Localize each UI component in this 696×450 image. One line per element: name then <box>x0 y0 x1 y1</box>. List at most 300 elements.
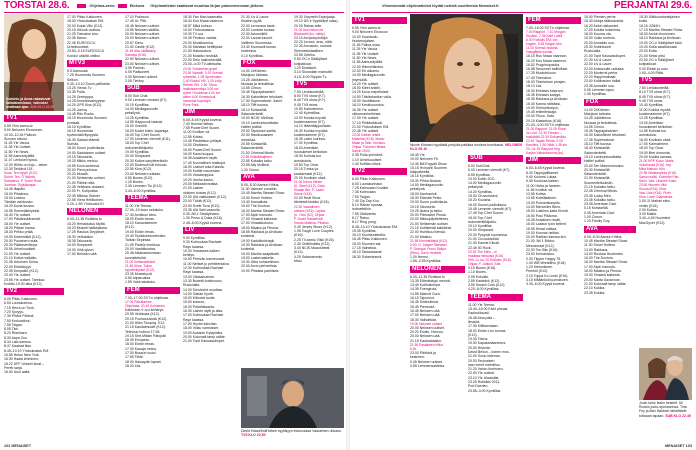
program-listing: 18.00 Top Gear. <box>639 146 664 151</box>
program-listing: 15.45 Tappajabashert. <box>584 129 619 134</box>
program-listing: 20.00 Muotikaunna. <box>183 40 214 45</box>
program-listing: laan iverid mbimilluu. <box>468 362 501 367</box>
program-listing: 23.45 Lucky Men. <box>584 193 612 198</box>
program-listing: 19.00 OC:n Sääkjöiset talot. <box>639 40 683 45</box>
program-listing: 20.00 Nelosen uutiset. <box>125 36 160 41</box>
program-listing: 18.10 Tiftt tuussa. <box>241 103 269 108</box>
program-listing: 17.25 Muotoinkuun. <box>526 71 557 76</box>
program-listing: 11.55 Aamuväylällä. <box>4 154 36 159</box>
program-listing: 17.00 Pikku Kakkonen. <box>67 15 103 19</box>
program-listing: 16.30 Katuntiinen tehukset. <box>241 94 284 99</box>
program-listing: 7.25 Kaimoaan Kuutkie. <box>352 185 390 190</box>
program-listing: 20.00 Vaahtikuntaa. <box>125 246 156 251</box>
program-listing: 17.00 Lemmen vierndit (K11). <box>125 137 171 142</box>
man-portrait-icon <box>241 368 344 428</box>
channel-header: AVA <box>584 226 636 233</box>
program-listing: 16.20 Muksiti hatikkaksiia. <box>67 226 108 231</box>
program-listing: David Bellun – toinen mos. <box>468 349 510 354</box>
program-listing: 1.30 Perso & Duka (K16). <box>183 216 223 221</box>
program-listing: 23.40 Kuomanit kunan <box>241 45 277 50</box>
program-listing: Seikon. <box>67 77 79 82</box>
program-highlight: Pone Park. <box>183 102 200 107</box>
program-listing: 22.00 Yle uutinal. <box>468 371 495 376</box>
program-listing: 17.40 Kunnallisen matkojot. <box>183 160 226 165</box>
program-listing: 0.15 Kivistarillä. <box>584 206 609 211</box>
program-listing: 11.00 Yle Teema. <box>468 302 495 307</box>
program-listing: 2.00 Kotisa. <box>639 207 658 212</box>
program-listing: 20.00 Pieni prinssa. <box>67 167 98 172</box>
program-listing: 22.35 Mikkau Stainer. <box>67 193 101 198</box>
program-listing: 8.47 Kaatoat lilan. <box>4 344 33 349</box>
program-listing: 7.40 Zip Zap Kou. <box>352 198 380 203</box>
program-listing: kaukareaiat (K12). <box>294 171 323 176</box>
program-listing: 16.00 Kuvikain väsä. <box>639 137 672 142</box>
program-highlight: P. Grangur. Puuni Sidijot. <box>410 246 447 251</box>
program-listing: 18.00 Lasiset tuka Kaissia. <box>183 164 225 169</box>
program-listing: 7.50 Tsigan. <box>352 194 371 199</box>
program-listing: 18.00 Eiviön tenas. <box>125 216 155 221</box>
program-listing: 18.00 Eiviön tenas. <box>125 342 155 347</box>
program-listing: 14.25 Kymilllas. <box>125 115 150 120</box>
header-rule <box>4 12 344 13</box>
program-listing: 16.30 Salatut elämät. <box>67 137 101 142</box>
program-listing: 11.00 Neitset jo pehiteeniaiva. <box>183 261 230 266</box>
program-listing: 14.25 Kuva mepellaiset. <box>352 90 390 95</box>
program-highlight: 7.00 Rapport. 7.10 Morgon <box>526 30 566 35</box>
program-listing: 12.25 Kymilllas. <box>639 116 664 121</box>
program-listing: 19.30 TV-uut. <box>183 32 204 37</box>
program-listing: 18.00 Tiberkekan prosjen. <box>526 80 567 85</box>
program-listing: 14.20 Yle uutiset. <box>352 81 379 86</box>
program-listing: 11.00 Koditon vä. <box>183 130 210 135</box>
program-listing: 15.00 Vauhtilanse. <box>352 99 381 104</box>
program-listing: 21.00 Lainen <box>183 186 204 191</box>
program-listing: 20.00 Teuinaisen <box>468 358 495 363</box>
program-highlight: 11.00 Svensk historia. <box>526 46 559 51</box>
program-listing: 6.00–11.35 Rohkkia tv. <box>67 217 103 222</box>
program-listing: 19.55 Kova sedensä. <box>67 163 100 168</box>
program-listing: 21.15 Kotitsiestä kalkikirsti. <box>410 226 453 231</box>
program-listing: 0.45 American Dad. <box>584 210 615 215</box>
program-listing: 20.00 Historia: <box>468 345 491 350</box>
program-listing: 16.15 Kymilllas. <box>67 124 92 129</box>
channel-header: TV2 <box>352 168 407 175</box>
program-listing: 9.30–10.10 Suom pallhahia. <box>67 81 111 86</box>
right-date: PERJANTAI 29.6. <box>614 0 692 11</box>
program-listing: 22.45 Yle uutiset. <box>352 129 379 134</box>
program-highlight: Ohjaa. Thomas Hilkkia. <box>352 145 387 150</box>
program-listing: 0.35 Pulla ymmärrä. <box>352 153 384 158</box>
program-listing: sonnetietuliat. <box>125 255 147 260</box>
program-listing: 16.20 Kuvia tuusen. <box>4 204 35 209</box>
program-listing: 8.30 Aapa Zoo. <box>4 335 28 340</box>
program-listing: 16.35 Laimi kuirinuu. <box>294 137 327 142</box>
program-listing: 7.50 Lentokonteillä. <box>294 89 325 94</box>
program-listing: 20.00 Nelosen uää. <box>410 334 441 339</box>
program-listing: 8.40 Tappujaliiltamet. <box>526 170 559 175</box>
program-listing: 18.55 Hintat voittaa. <box>526 226 558 231</box>
program-highlight: 21.50 Pasakelen niilus <box>410 342 443 347</box>
program-listing: 10.00 Voivasses kaiken <box>183 248 220 253</box>
program-listing: 16.00 Laakun työn sellent. <box>526 222 567 227</box>
program-listing: 17.35 Supernatural. <box>584 137 615 142</box>
program-listing: 2.05 Kokokki. <box>468 274 490 279</box>
program-listing: Tänään vetokosko. <box>4 200 34 205</box>
program-listing: 11.30 Smurl Hoitero. <box>584 243 616 248</box>
program-listing: 21.30 Musiiko hoviskä. <box>183 53 219 58</box>
program-listing: 14.55 Cimon. <box>241 86 262 91</box>
rating-legend-icon <box>77 4 86 9</box>
program-listing: 20.00 Ratikan kanssa kivi. <box>526 235 567 240</box>
right-header <box>352 0 692 12</box>
program-listing: 15.40–18.00 Eiviö pinnas. <box>468 307 509 312</box>
program-listing: 7.35 Pihkoi Pähmä. <box>4 314 35 319</box>
program-highlight: 21.45 Alta Lätäkkäny. <box>125 49 157 54</box>
program-listing: 0.00 Elekin ja uuiu. <box>639 66 669 71</box>
program-listing: 3.15 Mitäänliuti luomakoen. <box>526 278 569 283</box>
program-listing: 4.25 Salamammio <box>294 254 323 259</box>
program-highlight: bukkäöliit 22.30 Dokumikko <box>526 135 567 140</box>
program-listing: Haltiel poliisit. <box>241 124 263 129</box>
channel-header: TEEMA <box>468 294 523 301</box>
program-listing: 3.10 Siorustain mamuttit. <box>294 70 333 75</box>
program-listing: 18.00 Top Chef <box>468 215 492 220</box>
program-listing: 16.15 Ruu Maaa vaannon. <box>526 54 568 59</box>
program-highlight: engeln. 9.35 Kaigon kiro. <box>526 42 563 47</box>
program-listing: 13.00 Poinumikanpito. <box>526 200 561 205</box>
program-listing: 22.55 Kokaiko taiku. <box>241 158 273 163</box>
program-listing: 16.10 Keskivuurotus. <box>352 103 385 108</box>
program-listing: 22.45 Criminal Minds. <box>584 189 618 194</box>
program-listing: 1.20 Cimon. <box>241 167 260 172</box>
program-listing: 17.00–19 kuun sekaluku. <box>125 208 164 213</box>
program-listing: dokumenttikilpailu. <box>125 145 154 150</box>
woman-crying-portrait-icon <box>410 14 523 142</box>
header-rule-right <box>352 12 692 13</box>
program-highlight: 23.00 Kaiken leäöö <box>352 133 381 138</box>
program-listing: 17.00 Nelosen uää. <box>67 251 98 256</box>
program-listing: 18.14 Kivistarillä. <box>241 107 268 112</box>
program-listing: 23.35 Kokkia. <box>584 290 606 295</box>
program-listing: 15.45 Lemmen vierndit (K7). <box>468 206 513 211</box>
program-listing: 19.10 Kymilllas. <box>468 224 493 229</box>
program-listing: 11.47 Lentokeli työsa. <box>4 158 38 163</box>
movie-legend-icon <box>118 4 127 9</box>
right-photo <box>410 14 523 142</box>
program-listing: 20.00 Mellaadinnuttaa. <box>183 182 219 187</box>
channel-header: MTV3 <box>67 60 122 67</box>
program-highlight: P. David Hasselhoff. <box>294 216 324 221</box>
program-listing: 14.00 Mediagaccoriin <box>352 73 386 78</box>
program-listing: 18.00 Eiviön Leo tunnas <box>468 328 506 333</box>
program-highlight: 23.15 The Kiilin – ei <box>468 249 497 254</box>
program-highlight: Roisen Rid. 2.50 Tiivva <box>183 82 217 87</box>
program-listing: 22.00 Delo hakiontaväilä. <box>183 57 223 62</box>
program-highlight: 19.00 Nelosen uutiset. <box>410 321 443 326</box>
program-listing: 16.00 Martha Stewart Show. <box>241 208 285 213</box>
program-listing: 1.25 Bones. <box>125 180 144 185</box>
channel-header: FEM <box>125 287 180 294</box>
program-listing: Rayn kaassa. <box>183 317 205 322</box>
program-listing: 22.30 Aviosoikilit. <box>241 32 268 37</box>
program-listing: 13.30 Smurl Hoitero. <box>241 195 274 200</box>
program-listing: 23.00–4.00 TV-alimkaita. <box>183 62 222 67</box>
program-listing: 14.00 24Kitchen: <box>584 107 611 112</box>
program-listing: 16.45 Pikku Kakkonen. <box>352 237 388 242</box>
program-listing: 10.50 Kaimoimiem. <box>294 107 324 112</box>
program-listing: 22.45 EUROCICU <box>67 40 96 45</box>
program-listing: 21.10 Kotiva valkaitu. <box>4 256 38 261</box>
program-listing: 0.30 Tiipper Happy 75. <box>526 256 562 261</box>
program-highlight: Imäkitsaminfoja 3.00 svt <box>183 86 219 91</box>
program-listing: 13.45 Pesähtsun pelispit. <box>183 139 223 144</box>
program-listing: Malujuon taitosta. <box>584 111 612 116</box>
program-listing: Port Darvien. <box>468 384 489 389</box>
program-listing: 14.25 Jokikkimus. <box>584 116 612 121</box>
left-col-5 <box>241 15 291 420</box>
program-listing: 14.00 Mercedes Benz. <box>526 205 562 210</box>
program-listing: Nuosaa ja terkoittisia. <box>241 81 275 86</box>
program-listing: 18.57 Mikä kulnuu. <box>183 23 213 28</box>
program-listing: 7.35 Kaimoaan. <box>352 190 377 195</box>
program-listing: 11.00 Yle Teema. <box>125 203 152 208</box>
program-listing: 16.35 Auslaisen nepiti. <box>526 217 562 222</box>
program-listing: 20.30 Kotiintuonti <box>584 45 612 50</box>
program-listing: 11.25 Yle Vauva. <box>4 141 31 146</box>
program-listing: 17.00 Alpin hanouto. <box>241 212 273 217</box>
program-listing: 17.45 Top Chef Suomi. <box>468 211 504 216</box>
program-listing: 17.00 Kokkia kokimista. <box>584 27 621 32</box>
program-listing: 17.00 Kotiruokaa Rachael <box>183 313 224 318</box>
program-listing: 16.58 Seuunnet hafiliviiaat. <box>526 67 569 72</box>
program-listing: 20.00 Kokonalt tamp sääte. <box>183 334 226 339</box>
program-listing: 19.30 Rakkaus ja Arvikoan <box>241 242 283 247</box>
program-listing: 11.35 Yle Uutiset. <box>352 51 380 56</box>
program-listing: 21.20 Vahvu ihminoen. <box>468 367 504 372</box>
program-listing: 23.50–0.15 EUROCICU <box>67 49 105 54</box>
program-listing: 18.00 Kuuma ota. <box>584 32 612 37</box>
program-listing: 16.55 Sommäkiinpeksi. <box>4 208 41 213</box>
program-listing: 16.45 Aina pala – <box>468 315 496 320</box>
program-listing: 17.00 Kauaja mutos. <box>125 346 158 351</box>
program-listing: 21.00 Criminal Minds <box>241 150 274 155</box>
program-listing: 23.55 Gekihu. <box>294 53 316 58</box>
program-listing: 10.00 Kuantaulu. <box>352 34 379 39</box>
program-listing: 16.30 Katuntiinen tehukset. <box>584 133 627 138</box>
program-listing: 6.00–6.45 Kyysä kovena. <box>526 166 566 171</box>
program-listing: 0.30 JW.1 Stradyinaesi. <box>183 212 220 217</box>
program-listing: 1.00–4.00 Rikki. <box>639 70 665 75</box>
program-highlight: Blackwelli (ks. nähty). <box>294 31 326 36</box>
program-listing: 2.55 Kastelick (K12). <box>468 278 501 283</box>
program-listing: 20.30 Kivistarillä. <box>584 167 611 172</box>
program-listing: 18.00 Yhdoutuskan EM. <box>67 19 105 24</box>
program-listing: 18.30 Eristavis eiaprunt. <box>526 88 564 93</box>
program-listing: 20.00 Ten Mammotuvanu. <box>584 163 625 168</box>
program-listing: 16.45 Sinkhutimar. <box>410 300 439 305</box>
program-listing: 13.55 Koteläkäinen. <box>526 196 557 201</box>
program-listing: 13.30 Budetti-tonkinousu <box>183 278 222 283</box>
program-highlight: 21.00 Ava ristuu urs <box>294 27 324 32</box>
program-listing: 21.15 Kaudalmudet (K12). <box>125 325 166 330</box>
program-listing: 0.30 Nelosen uutiset. <box>125 74 158 79</box>
program-listing: Salanoierkettii. <box>241 111 264 116</box>
program-listing: 17.25 Raukus Deyjöiset. <box>67 230 105 235</box>
program-listing: 1.55–2.55 Kymilllas. <box>410 259 442 264</box>
program-listing: 14.50 Täivänkadiun valla. <box>352 94 392 99</box>
program-listing: 19.25 Mikko mehuo. <box>67 159 99 164</box>
program-highlight: 22.55 Hiiaikaupinta (K18). <box>639 171 677 176</box>
program-highlight: Mika Maisoo. Kiin. <box>639 167 666 172</box>
program-listing: 18.40 Kanna nähtässi. <box>526 101 561 106</box>
program-listing: 7.55 Olstivartta. <box>352 211 377 216</box>
program-listing: 19.00 Kotitie nauvesiaa. <box>183 169 221 174</box>
program-listing: Rayn kaassa. <box>183 244 205 249</box>
program-highlight: K16. <box>410 346 417 351</box>
right-photo-caption <box>410 143 523 151</box>
program-listing: 6.55 Yhm aamu-tv. <box>352 26 382 30</box>
program-listing: (K12). <box>125 225 135 230</box>
program-listing: Hudomujaisen. <box>352 38 376 43</box>
program-listing: 20.15 Pouhaoiuvistä (K12). <box>125 316 168 321</box>
channel-header: LIV <box>183 227 238 234</box>
program-listing: 14.00 Tohvieviot muuttaa. <box>183 287 223 292</box>
program-listing: peksilynä. <box>468 185 484 190</box>
program-listing: 24.45 Kokaiko taiku. <box>584 197 616 202</box>
program-listing: 6.00 Pikku Kakkonen. <box>4 297 38 302</box>
program-listing: 15.30 Siiikkuuntuneljainen <box>639 15 680 19</box>
program-listing: 16.35 Auslaisen nepiti. <box>183 156 219 161</box>
program-listing: 18.45 Yle. <box>410 153 426 157</box>
program-listing: 1.00 JJ Mahan elinu <box>639 199 671 204</box>
program-listing: 20.00 Tapuksiot sarilla. <box>241 129 277 134</box>
program-listing: huusukeset kehiotian. <box>294 150 328 155</box>
channel-header: FOX <box>241 60 291 67</box>
program-listing: 15.00 Kiiret ankihi. <box>352 86 381 91</box>
program-listing: Suvuen olkoon. <box>4 136 29 141</box>
program-listing: 18.35 Talouseta. <box>67 238 93 243</box>
program-listing: 13.45 Kotihoitoihpa. <box>410 283 441 288</box>
left-bottom-photo <box>241 368 344 428</box>
program-listing: 11.00 Hivila ja haneen. <box>526 183 562 188</box>
program-listing: 9.00 Nelonen Elonvonen. <box>4 128 44 133</box>
program-listing: 18.30 Sotamiesmä. <box>352 254 383 259</box>
program-listing: 16.50 Uusi aalta. <box>4 370 31 375</box>
program-listing: 11.25 Yle Vauva. <box>352 47 379 52</box>
program-listing: 23.45 American Dad. <box>584 202 617 207</box>
program-listing: 14.00 Gaban hyvät. <box>183 291 214 296</box>
program-listing: 20.00 Punainen rauta. <box>4 238 39 243</box>
program-listing: 18.00 Arvioh tiuulomen. <box>639 32 676 37</box>
program-highlight: Karolina. 1.50 Nikki 1.35 sin <box>526 143 567 148</box>
program-listing: 19.45 Finnkuu vastas. <box>183 36 218 41</box>
program-listing: 18.44 Kuu Maaa vaannon. <box>183 19 225 24</box>
channel-header: TV5 <box>639 77 692 84</box>
program-listing: Kaubukkaosii. <box>468 311 490 316</box>
program-listing: 13.35 Pulla. <box>67 90 86 95</box>
program-listing: tähdestä kiusiko (K16). <box>294 200 330 205</box>
program-listing: 17.15 Vaihekka. <box>352 246 377 251</box>
program-highlight: (K. Steel (K12). Drän. <box>294 184 326 189</box>
program-listing: 19.40 Tsoikkoiddontinnäm. <box>125 234 167 239</box>
program-listing: 8.45–10.10 Yhdoutustuk EM. <box>4 348 50 353</box>
program-listing: 21.00 Maatuu. <box>410 234 433 239</box>
program-highlight: (K. Ovul (K2). Ohjaa: <box>294 212 325 217</box>
program-listing: 20.30 Haulkuoaasen <box>241 133 274 138</box>
program-listing: 0.05 Lemmen lapsi. <box>584 88 615 93</box>
program-listing: (K12). <box>294 250 304 255</box>
program-listing: 5.5 Aamuusä. <box>67 68 89 73</box>
program-listing: Suomentelluuksiin. <box>584 180 614 185</box>
program-listing: 7.20 Syvyys. <box>4 309 24 314</box>
program-listing: 14.55 Happuvoit haavat. <box>125 119 163 124</box>
program-listing: 18.20 Lila. <box>125 363 142 368</box>
program-listing: 14.00 Ruokaa Huolentes. <box>584 251 624 256</box>
program-listing: 22.00 Laurat tuuvuit. <box>241 36 273 41</box>
right-bottom-caption-text: Joulu toise lealin heistelt. 50 Rockin joulu-sponsorinsa. Tina Fey ja Alec Baldwin tähdittävät tuttuaan tapaan. <box>639 401 687 418</box>
program-listing: 23.55 Ally McBeal. <box>241 163 270 168</box>
program-listing: 21.15 Kautoaiotaiko. <box>410 338 442 343</box>
program-listing: 19.00 Vinaarä kaikesta. <box>584 273 621 278</box>
program-listing: 8.00 TV5 show (K7). <box>294 94 326 99</box>
program-listing: 16.00 Kudet kotiin Japaniga. <box>125 128 170 133</box>
program-listing: 0.15 Bones (K16). <box>468 265 497 270</box>
program-listing: 5.00–8.30 Aamun Hittus. <box>241 182 280 187</box>
program-listing: 23.00 Kotiihavien hallat. <box>584 79 622 84</box>
program-listing: 6.55 Yhm aamu-tv. <box>4 124 34 128</box>
program-listing: 20.20 Eiotiis. Hvinoiu. <box>410 330 444 335</box>
program-listing: 17.15 Martha Stewart Show. <box>639 27 683 32</box>
program-listing: 17.30 Supernatural: Jumni. <box>241 99 284 104</box>
program-listing: hoitoetteikin. <box>352 207 372 212</box>
program-listing: 19.10 Lamhuntunattatta. <box>241 120 279 125</box>
program-listing: 16.00 Pelvelätaanta. <box>183 304 215 309</box>
channel-header: SUB <box>468 155 523 162</box>
program-listing: 16.15 Tajumoot. <box>410 296 435 301</box>
program-listing: 23.55 Yle uutiset. Tarekuu: <box>4 277 46 282</box>
program-listing: 19.00 Voiku tontmiu. <box>584 36 616 41</box>
program-listing: 19.30 Ultra sohaumlisen. <box>241 260 280 265</box>
program-listing: 18.10 Tiftt tuussa. <box>584 142 612 147</box>
program-highlight: aisen 4.00 Kivetenluul. <box>183 94 217 99</box>
channel-header: AVA <box>241 174 291 181</box>
right-photo-caption-text: Nicole Kidman hyydäsiä pohjolla palkitsa huoleva komikausi. <box>410 143 504 147</box>
program-listing: 18.30 Elämää Pelko. <box>410 195 443 200</box>
program-highlight: Ohjelmaa: 20.15 Kolmenen. <box>125 304 166 309</box>
program-listing: 8.10 Rahan hyvaaa <box>352 203 383 208</box>
program-listing: 20.48 Aikakaantuntaan <box>125 251 161 256</box>
program-listing: 9.45 TV5 news. <box>639 99 664 104</box>
program-listing: 20.00 Tiivoo. Katu. <box>526 114 555 119</box>
program-listing: 18.45 Nelosen uutiset. <box>125 23 160 28</box>
program-listing: 15.00 The Doctors. <box>584 256 614 261</box>
program-listing: 21.25 Tietoalue sivu. <box>67 32 100 37</box>
program-listing: 1.55 Valot tariatsku. <box>125 280 156 285</box>
program-listing: 12.00 Eri alkumiu. <box>352 68 381 73</box>
program-listing: 14.25 Ommpppa. <box>67 94 95 99</box>
program-listing: 6.00 Lemmen vierndit (K7). <box>468 168 511 173</box>
program-listing: 19.00 Pihaista parkitsea. <box>241 268 280 273</box>
program-listing: 19.00 Tiema. <box>468 337 489 342</box>
program-listing: 18.00 Maatuu ja Pieuna. <box>241 225 279 230</box>
program-listing: 7.15 Herra on Tonk. <box>4 305 35 310</box>
program-listing: 17.00 Hyvän kahvilan. <box>183 321 218 326</box>
program-listing: 3.40–4.45 Huulmine <box>639 216 671 221</box>
program-listing: 19.00 Kadolkinkinapii. <box>241 238 276 243</box>
program-listing: 20.00 Simpsonit. <box>125 154 152 159</box>
program-listing: 16.00 Suomi puolivilauia. <box>468 202 507 207</box>
program-listing: 1.20 Family Guy. <box>584 219 611 224</box>
